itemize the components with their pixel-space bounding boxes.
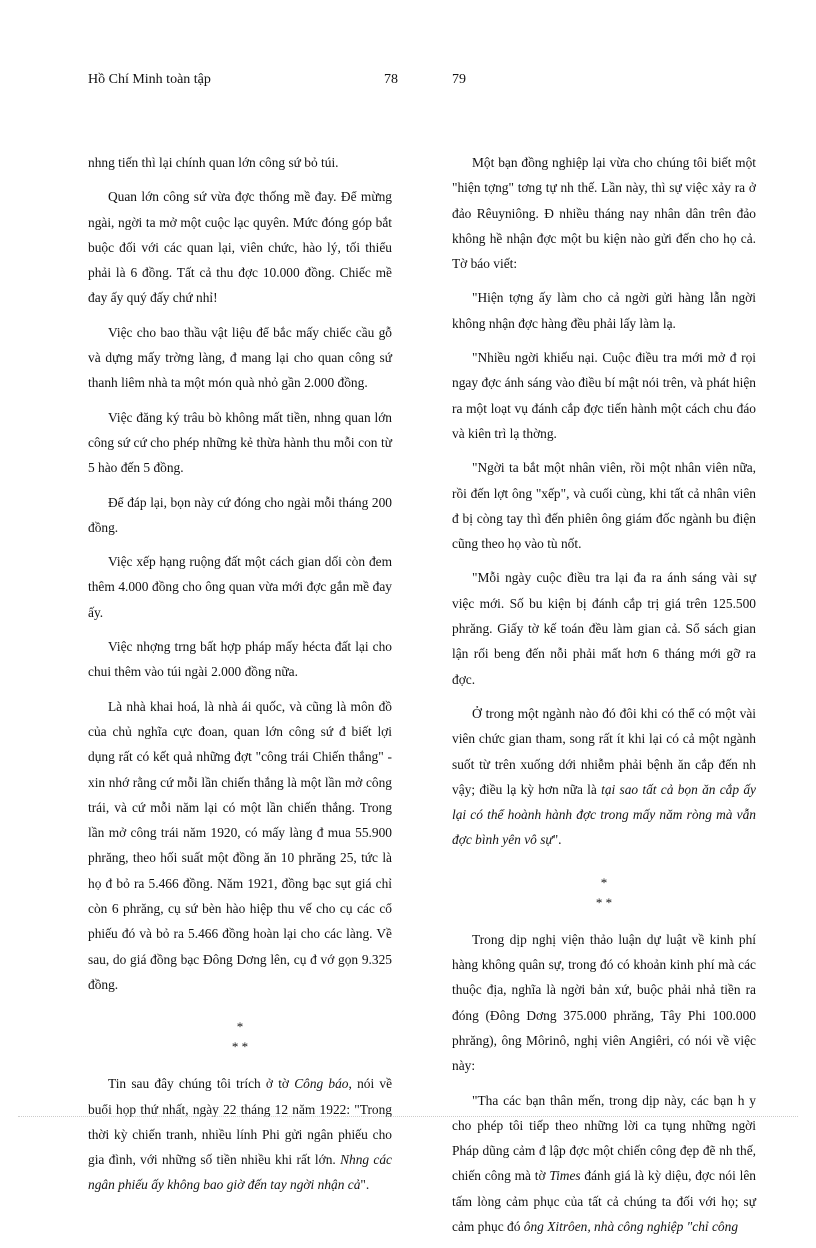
text-run: ". [552, 832, 562, 848]
left-column [88, 150, 392, 1207]
italic-run: Công báo [294, 1076, 349, 1092]
paragraph: Việc xếp hạng ruộng đất một cách gian dối còn đem thêm 4.000 đồng cho ông quan vừa mới đợc gắn mề đay ấy. [88, 554, 392, 620]
italic-run: ông Xitrôen, nhà công nghiệp "chỉ công [523, 1218, 739, 1234]
paragraph: Là nhà khai hoá, là nhà ái quốc, và cũng là môn đồ của chủ nghĩa cực đoan, quan lớn công sứ đ biết lợi dụng rất có kết quả những đợt "công trái Chiến thắng" - xin nhớ rằng cứ mỗi lần chiến thắng là một lần mở công trái, và cứ mỗi năm lại có một lần chiến thắng. Trong lần mở công trái năm 1920, có mấy làng đ mua 55.900 phrăng, theo hối suất một đồng ăn 10 phrăng 25, tức là họ đ bỏ ra 5.466 đồng. Năm 1921, đồng bạc sụt giá chỉ còn 6 phrăng, cụ sứ bèn hào hiệp thu vế cho cụ các cổ phiếu đó và bỏ ra 5.466 đồng hoàn lại cho các làng. Về sau, do giá đồng bạc Đông Dơng lên, cụ đ vớ gọn 9.325 đồng. [88, 698, 392, 992]
text-run: "Tha các bạn thân mến, trong dịp này, các bạn h y cho phép tôi tiếp theo những lời ca tụng những ngời Pháp dũng cảm đ lập đợc một chiến công đẹp đẽ nh thế, chiến công mà tờ [452, 1092, 756, 1184]
paragraph: "Hiện tợng ấy làm cho cả ngời gửi hàng lẫn ngời không nhận đợc hàng đều phải lấy làm lạ. [452, 290, 756, 331]
italic-run: tại sao tất cả bọn ăn cắp ấy lại có thể hoành hành đợc trong mấy năm ròng mà vẫn đợc bình yên vô sự [452, 781, 756, 848]
paragraph: "Nhiều ngời khiếu nại. Cuộc điều tra mới mở đ rọi ngay đợc ánh sáng vào điều bí mật nói trên, và phát hiện ra một loạt vụ đánh cắp đợc tiến hành một cách chu đáo và kiên trì lạ thờng. [452, 350, 756, 441]
paragraph: Việc cho bao thầu vật liệu để bắc mấy chiếc cầu gỗ và dựng mấy trờng làng, đ mang lại cho quan công sứ thanh liêm nhà ta một món quà nhỏ gần 2.000 đồng. [88, 324, 392, 391]
star-mark: * * [231, 1039, 249, 1055]
paragraph: Một bạn đồng nghiệp lại vừa cho chúng tôi biết một "hiện tợng" tơng tự nh thế. Lần này, thì sự việc xảy ra ở đảo Rêuyniông. Đ nhiều tháng nay nhân dân trên đảo không hề nhận đợc một bu kiện nào gửi đến cho họ cả. Tờ báo viết: [452, 155, 756, 272]
italic-run: Nhng các ngân phiếu ấy không bao giờ đến tay ngời nhận cả [88, 1152, 392, 1193]
text-run: Tin sau đây chúng tôi trích ở tờ [108, 1076, 295, 1092]
star-mark: * * [595, 894, 613, 910]
paragraph [452, 1088, 756, 1240]
page-number-left: 78 [384, 72, 398, 87]
paragraph: Quan lớn công sứ vừa đợc thống mề đay. Để mừng ngài, ngời ta mở một cuộc lạc quyên. Mức đóng góp bắt buộc đối với các quan lại, viên chức, hào lý, tối thiểu phải là 6 đồng. Tất cả thu đợc 10.000 đồng. Chiếc mề đay ấy quý đấy chứ nhỉ! [88, 189, 392, 306]
right-column [452, 150, 756, 1248]
paragraph [88, 1071, 392, 1197]
paragraph: nhng tiến thì lại chính quan lớn công sứ bỏ túi. [88, 155, 339, 170]
page-bottom-border [18, 1116, 798, 1117]
text-run: Ở trong một ngành nào đó đôi khi có thể có một vài viên chức gian tham, song rất ít khi lại có cả một ngành suốt từ trên xuống dới nhiễm phải bệnh ăn cắp đến nh vậy; điều lạ kỳ hơn nữa là [452, 705, 756, 797]
section-separator [452, 873, 756, 913]
italic-run: Times [549, 1168, 581, 1184]
star-mark: * [600, 874, 608, 890]
paragraph: Để đáp lại, bọn này cứ đóng cho ngài mỗi tháng 200 đồng. [88, 494, 392, 535]
paragraph: Trong dịp nghị viện thảo luận dự luật về kinh phí hàng không quân sự, trong đó có khoản kinh phí mà các thuộc địa, nghĩa là ngời bản xứ, buộc phải nhả tiền ra đóng (Đông Dơng 375.000 phrăng, Tây Phi 100.000 phrăng), ông Môrinô, nghị viên Angiêri, có nói về việc này: [452, 931, 756, 1074]
paragraph: "Ngời ta bắt một nhân viên, rồi một nhân viên nữa, rồi đến lợt ông "xếp", và cuối cùng, khi tất cả nhân viên đ bị còng tay thì đến phiên ông giám đốc ngành bu điện cũng theo họ vào tù nốt. [452, 460, 756, 552]
text-run: đánh giá là kỳ diệu, đợc nói lên tấm lòng cảm phục của tất cả chúng ta đối với họ; sự cảm phục đó [452, 1168, 756, 1234]
page-number-right: 79 [452, 72, 466, 87]
text-run: , nói về buổi họp thứ nhất, ngày 22 tháng 12 năm 1922: "Trong thời kỳ chiến tranh, nhiều lính Phi gửi ngân phiếu cho gia đình, với những số tiền nhiều khi rất lớn. [88, 1076, 393, 1168]
paragraph: Việc nhợng trng bất hợp pháp mấy hécta đất lại cho chui thêm vào túi ngài 2.000 đồng nữa. [88, 639, 392, 680]
text-run: ". [360, 1177, 370, 1193]
star-mark: * [236, 1019, 244, 1035]
paragraph [452, 701, 756, 853]
paragraph: "Mỗi ngày cuộc điều tra lại đa ra ánh sáng vài sự việc mới. Số bu kiện bị đánh cắp trị giá trên 125.500 phrăng. Giấy tờ kế toán đều làm gian cả. Sổ sách gian lận rối beng đến nỗi phải mất hơn 6 tháng mới gỡ ra đợc. [452, 570, 756, 687]
paragraph: Việc đăng ký trâu bò không mất tiền, nhng quan lớn công sứ cứ cho phép những kẻ thừa hành thu mỗi con từ 5 hào đến 5 đồng. [88, 409, 392, 476]
section-separator [88, 1017, 392, 1057]
page-header-left-title: Hồ Chí Minh toàn tập [88, 72, 211, 87]
